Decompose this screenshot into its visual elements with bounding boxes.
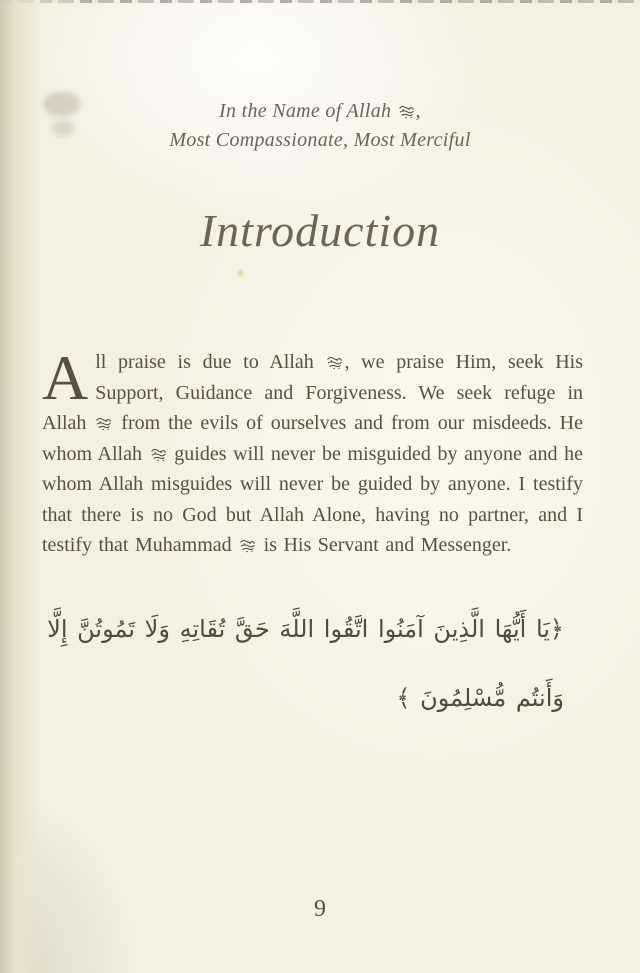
verse-line-2: وَأَنتُم مُّسْلِمُونَ ﴾: [396, 684, 564, 712]
azza-wa-jall-icon: [150, 441, 167, 456]
azza-wa-jall-icon: [398, 99, 415, 114]
salla-allahu-alayhi-wa-sallam-icon: [239, 532, 256, 547]
quran-verse-arabic: [24, 604, 564, 718]
scan-edge-artifact: [0, 0, 640, 3]
azza-wa-jall-icon: [326, 349, 343, 364]
paper-speck: [238, 270, 243, 276]
bismillah-line-1: In the Name of Allah ,: [219, 100, 421, 122]
page-title: Introduction: [199, 205, 441, 256]
page-number: 9: [314, 896, 326, 922]
bismillah-line-2: Most Compassionate, Most Merciful: [169, 129, 471, 151]
azza-wa-jall-icon: [95, 410, 112, 425]
verse-line-1: ﴿يَا أَيُّهَا الَّذِينَ آمَنُوا اتَّقُوا اللَّهَ حَقَّ تُقَاتِهِ وَلَا تَمُوتُنَّ إِلَّا: [47, 615, 564, 643]
intro-paragraph-text: ll praise is due to Allah , we praise Him, seek His Support, Guidance and Forgiveness. We seek refuge in Allah from the evils of ourselves and from our misdeeds. He whom Allah guides will never be misguided by anyone and he whom Allah misguides will never be guided by anyone. I testify that there is no God but Allah Alone, having no partner, and I testify that Muhammad is His Servant and Messenger.: [42, 351, 583, 556]
drop-cap: A: [42, 342, 89, 413]
intro-paragraph: [42, 342, 583, 561]
bismillah-block: [0, 97, 640, 155]
